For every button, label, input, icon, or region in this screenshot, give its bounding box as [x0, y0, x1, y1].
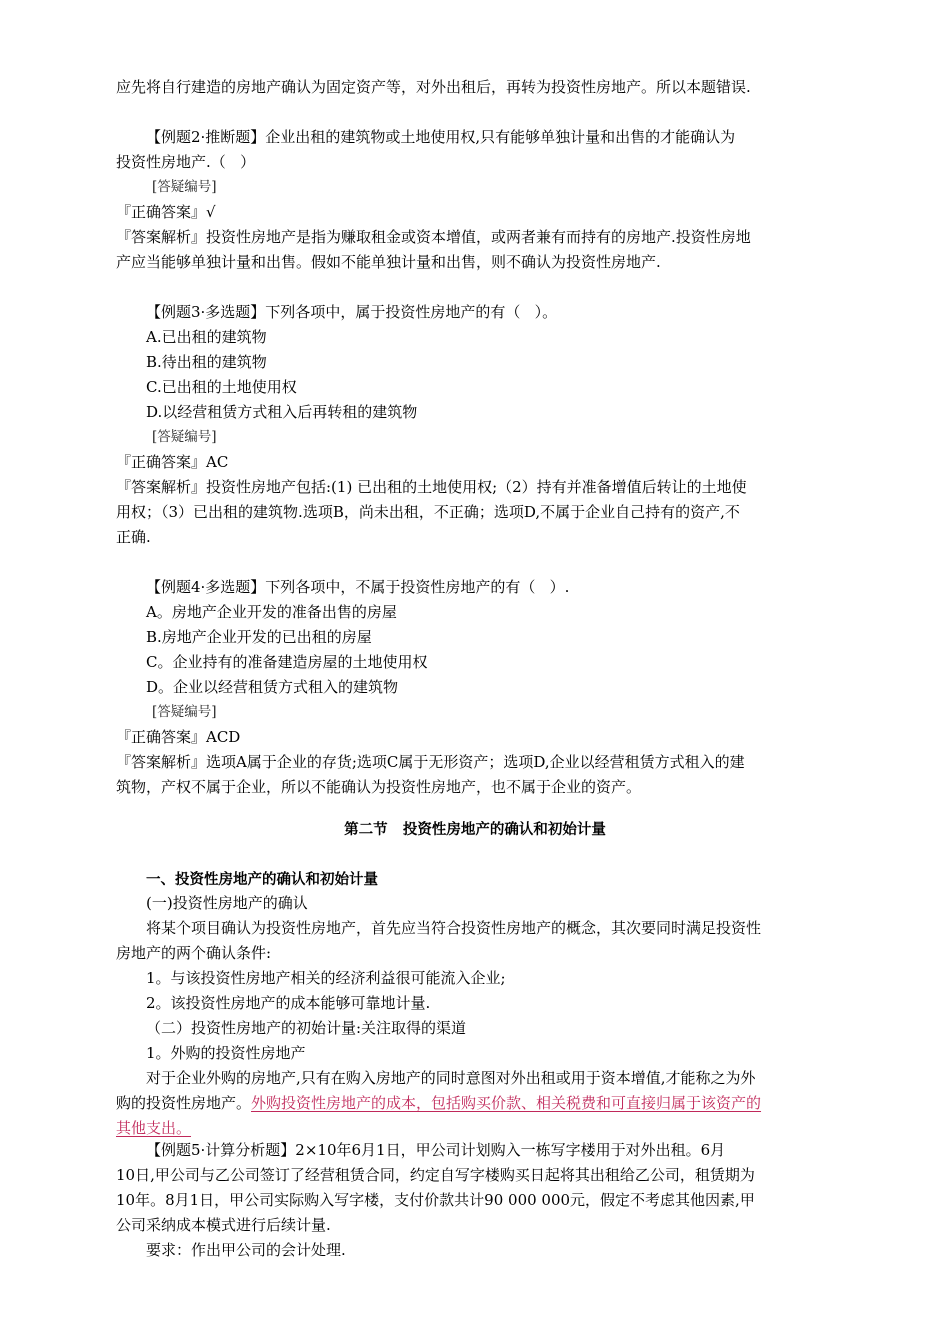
example-2-question: 【例题2·推断题】企业出租的建筑物或土地使用权,只有能够单独计量和出售的才能确认为	[146, 128, 736, 146]
condition-1: 1。与该投资性房地产相关的经济利益很可能流入企业;	[146, 969, 506, 987]
example-5-question-cont: 10年。8月1日，甲公司实际购入写字楼，支付价款共计90 000 000元，假定不考虑其他因素,甲	[116, 1191, 755, 1209]
option-b: B.待出租的建筑物	[146, 353, 267, 371]
example-4-question: 【例题4·多选题】下列各项中，不属于投资性房地产的有（ ）.	[146, 578, 570, 596]
highlighted-text: 外购投资性房地产的成本，包括购买价款、相关税费和可直接归属于该资产的	[251, 1094, 762, 1112]
option-d: D。企业以经营租赁方式租入的建筑物	[146, 678, 399, 696]
paragraph-line	[116, 1093, 761, 1113]
section-title: 第二节 投资性房地产的确认和初始计量	[344, 822, 606, 838]
paragraph-line: 应先将自行建造的房地产确认为固定资产等，对外出租后，再转为投资性房地产。所以本题错误.	[116, 78, 751, 96]
qa-reference: [答疑编号]	[152, 704, 217, 720]
heading-1: 一、投资性房地产的确认和初始计量	[146, 872, 378, 888]
answer-analysis-cont: 用权；（3）已出租的建筑物.选项B，尚未出租，不正确；选项D,不属于企业自己持有的资产,不	[116, 503, 740, 521]
example-5-question-cont: 公司采纳成本模式进行后续计量.	[116, 1216, 331, 1234]
answer-analysis-cont: 产应当能够单独计量和出售。假如不能单独计量和出售，则不确认为投资性房地产.	[116, 253, 661, 271]
correct-answer: 『正确答案』√	[116, 203, 216, 221]
option-a: A.已出租的建筑物	[146, 328, 267, 346]
answer-analysis: 『答案解析』投资性房地产包括:(1) 已出租的土地使用权;（2）持有并准备增值后转让的土地使	[116, 478, 747, 496]
subheading: (一)投资性房地产的确认	[146, 894, 308, 912]
option-c: C。企业持有的准备建造房屋的土地使用权	[146, 653, 428, 671]
correct-answer: 『正确答案』AC	[116, 453, 229, 471]
option-a: A。房地产企业开发的准备出售的房屋	[146, 603, 397, 621]
subheading: （二）投资性房地产的初始计量:关注取得的渠道	[146, 1019, 467, 1037]
option-d: D.以经营租赁方式租入后再转租的建筑物	[146, 403, 418, 421]
requirement: 要求：作出甲公司的会计处理.	[146, 1241, 346, 1259]
paragraph-text: 购的投资性房地产。	[116, 1094, 252, 1112]
paragraph-line: 对于企业外购的房地产,只有在购入房地产的同时意图对外出租或用于资本增值,才能称之为外	[146, 1069, 756, 1087]
example-3-question: 【例题3·多选题】下列各项中，属于投资性房地产的有（ ）。	[146, 303, 558, 321]
subheading: 1。外购的投资性房地产	[146, 1044, 306, 1062]
highlighted-text: 其他支出。	[116, 1119, 192, 1137]
example-2-question-cont: 投资性房地产.（ ）	[116, 153, 256, 171]
answer-analysis: 『答案解析』投资性房地产是指为赚取租金或资本增值，或两者兼有而持有的房地产.投资性房地	[116, 228, 751, 246]
correct-answer: 『正确答案』ACD	[116, 728, 241, 746]
example-5-question-cont: 10日,甲公司与乙公司签订了经营租赁合同，约定自写字楼购买日起将其出租给乙公司，租赁期为	[116, 1166, 755, 1184]
qa-reference: [答疑编号]	[152, 429, 217, 445]
paragraph-line: 房地产的两个确认条件:	[116, 944, 272, 962]
option-c: C.已出租的土地使用权	[146, 378, 297, 396]
answer-analysis-cont: 正确.	[116, 528, 151, 546]
option-b: B.房地产企业开发的已出租的房屋	[146, 628, 372, 646]
qa-reference: [答疑编号]	[152, 179, 217, 195]
answer-analysis: 『答案解析』选项A属于企业的存货;选项C属于无形资产；选项D,企业以经营租赁方式租入的建	[116, 753, 745, 771]
example-5-question: 【例题5·计算分析题】2×10年6月1日，甲公司计划购入一栋写字楼用于对外出租。6月	[146, 1141, 726, 1159]
answer-analysis-cont: 筑物，产权不属于企业，所以不能确认为投资性房地产，也不属于企业的资产。	[116, 778, 642, 796]
paragraph-line: 将某个项目确认为投资性房地产，首先应当符合投资性房地产的概念，其次要同时满足投资性	[146, 919, 762, 937]
condition-2: 2。该投资性房地产的成本能够可靠地计量.	[146, 994, 431, 1012]
